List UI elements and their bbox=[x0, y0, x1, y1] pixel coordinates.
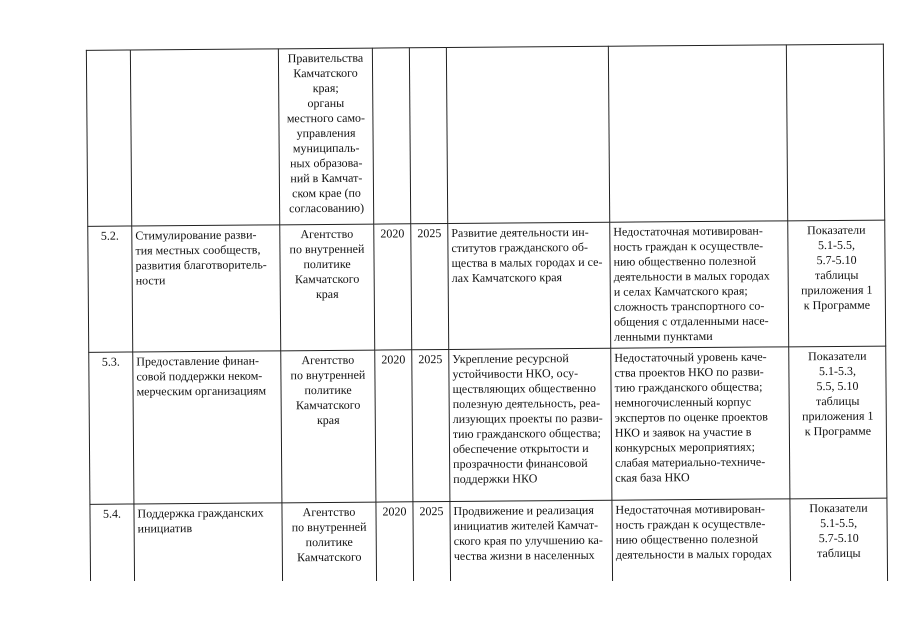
executor: Агентство по внутренней политике Камчатского bbox=[282, 502, 377, 581]
risks bbox=[608, 45, 787, 222]
start-year: 2020 bbox=[374, 224, 412, 350]
expected-result: Продвижение и реализация инициатив жителей Камчат- ского края по улучшению ка- чества жизни в населенных bbox=[450, 500, 613, 581]
indicators: Показатели 5.1-5.3, 5.5, 5.10 таблицы приложения 1 к Программе bbox=[789, 346, 887, 499]
activity-name: Стимулирование разви- тия местных сообществ, развития благотворитель- ности bbox=[132, 225, 281, 352]
end-year: 2025 bbox=[412, 350, 450, 502]
expected-result: Укрепление ресурсной устойчивости НКО, осу- ществляющих общественно полезную деятельность, реа- лизующих проекты по разви- тию гражданского общества; обеспечение открытости и прозрачности финансовой поддержки НКО bbox=[449, 348, 612, 501]
activity-name: Поддержка гражданских инициатив bbox=[134, 503, 283, 581]
row-number bbox=[86, 50, 131, 226]
risks: Недостаточная мотивирован- ность граждан к осуществле- нию общественно полезной деятельности в малых городах и селах Камчатского края; сложность транспортного со- общения с отдаленными насе- ленными пунктами bbox=[610, 221, 789, 348]
end-year: 2025 bbox=[413, 502, 451, 581]
executor: Агентство по внутренней политике Камчатского края bbox=[280, 224, 375, 351]
end-year bbox=[409, 48, 447, 224]
end-year: 2025 bbox=[411, 224, 449, 350]
start-year: 2020 bbox=[376, 502, 414, 581]
program-activities-table bbox=[86, 44, 888, 581]
activity-name: Предоставление финан- совой поддержки неком- мерческим организациям bbox=[133, 351, 282, 504]
row-number: 5.3. bbox=[89, 352, 134, 504]
executor: Правительства Камчатского края; органы местного само- управления муниципаль- ных образова- ний в Камчат- ском крае (по согласованию) bbox=[278, 48, 373, 225]
expected-result: Развитие деятельности ин- ститутов гражданского об- щества в малых городах и се- лах Камчатского края bbox=[448, 222, 611, 349]
table-row bbox=[88, 220, 886, 352]
activity-name bbox=[130, 49, 279, 226]
table-row bbox=[90, 498, 888, 581]
indicators: Показатели 5.1-5.5, 5.7-5.10 таблицы bbox=[790, 498, 888, 581]
indicators: Показатели 5.1-5.5, 5.7-5.10 таблицы приложения 1 к Программе bbox=[788, 220, 886, 347]
risks: Недостаточный уровень каче- ства проектов НКО по разви- тию гражданского общества; немногочисленный корпус экспертов по оценке проектов НКО и заявок на участие в конкурсных мероприятиях; слабая материально-техниче- ская база НКО bbox=[611, 347, 790, 500]
risks: Недостаточная мотивирован- ность граждан к осуществле- нию общественно полезной деятельности в малых городах bbox=[612, 499, 791, 581]
executor: Агентство по внутренней политике Камчатского края bbox=[281, 350, 376, 503]
indicators bbox=[786, 44, 884, 221]
row-number: 5.2. bbox=[88, 226, 133, 352]
start-year: 2020 bbox=[375, 350, 413, 502]
row-number: 5.4. bbox=[90, 504, 135, 581]
table-row bbox=[89, 346, 887, 504]
expected-result bbox=[446, 46, 609, 223]
table-row bbox=[86, 44, 884, 226]
start-year bbox=[372, 48, 410, 224]
